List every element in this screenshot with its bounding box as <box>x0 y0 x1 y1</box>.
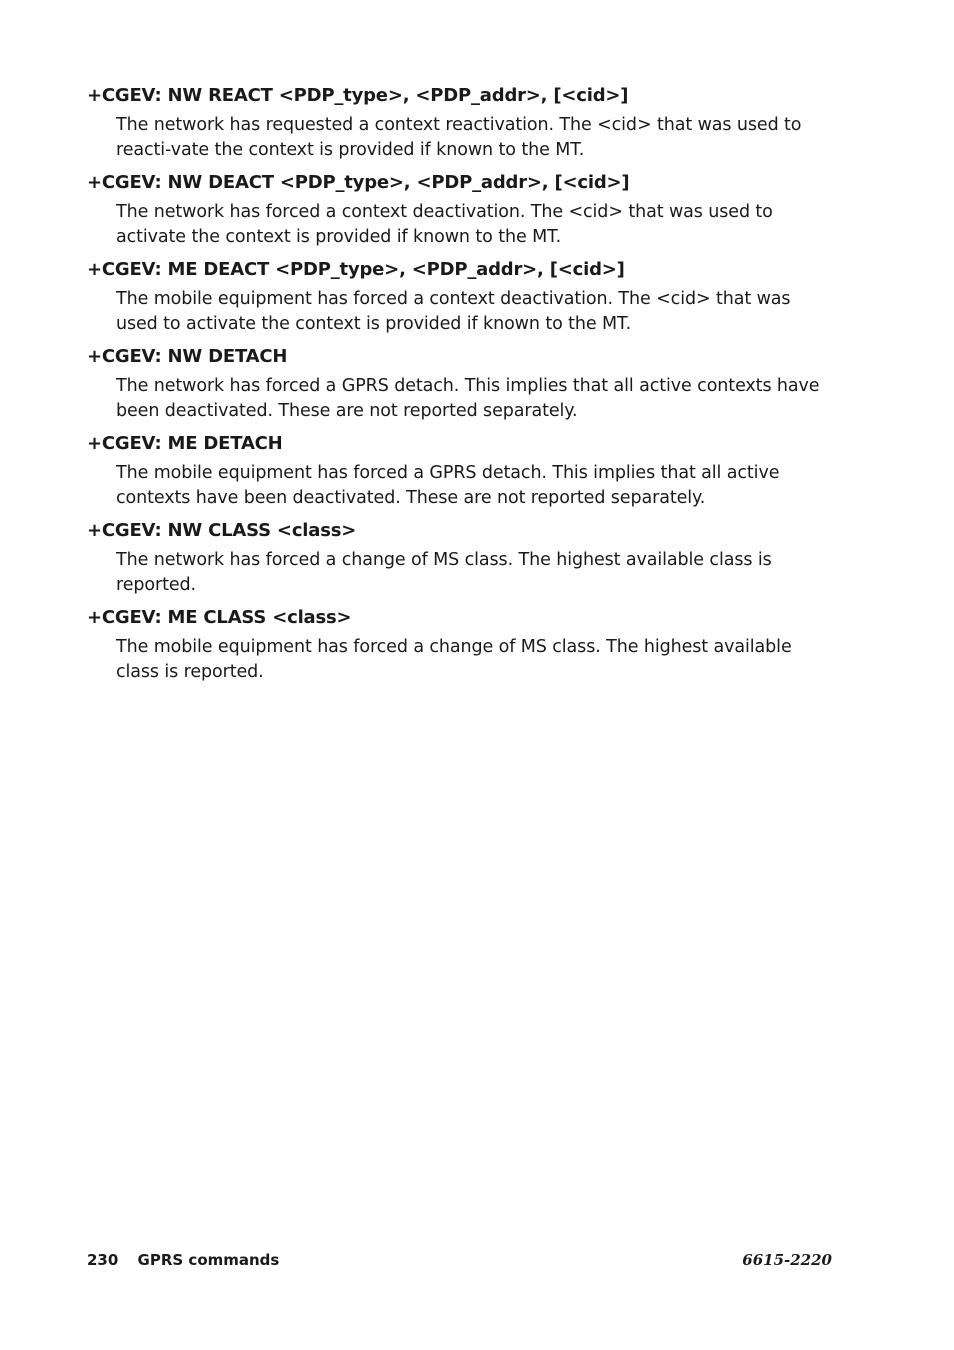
command-description: The mobile equipment has forced a GPRS detach. This implies that all active contexts have been deactivated. These are not reported separately. <box>116 463 780 508</box>
entry-me-detach <box>87 432 832 510</box>
entry-nw-class <box>87 519 832 597</box>
command-heading: +CGEV: NW DEACT <PDP_type>, <PDP_addr>, [<cid>] <box>87 172 630 193</box>
command-heading: +CGEV: NW DETACH <box>87 346 288 367</box>
entry-nw-deact <box>87 171 832 249</box>
entry-me-deact <box>87 258 832 336</box>
command-description: The network has forced a context deactivation. The <cid> that was used to activate the context is provided if known to the MT. <box>116 202 773 247</box>
command-heading: +CGEV: NW REACT <PDP_type>, <PDP_addr>, [<cid>] <box>87 85 629 106</box>
entry-nw-detach <box>87 345 832 423</box>
command-heading: +CGEV: NW CLASS <class> <box>87 520 357 541</box>
command-description: The network has forced a change of MS class. The highest available class is reported. <box>116 550 772 595</box>
command-description: The network has forced a GPRS detach. This implies that all active contexts have been deactivated. These are not reported separately. <box>116 376 820 421</box>
section-title: GPRS commands <box>137 1251 280 1269</box>
entry-nw-react <box>87 84 832 162</box>
document-body <box>87 84 832 693</box>
page-footer <box>87 1250 832 1270</box>
command-description: The network has requested a context reactivation. The <cid> that was used to reacti-vate the context is provided if known to the MT. <box>116 115 802 160</box>
command-heading: +CGEV: ME DETACH <box>87 433 283 454</box>
command-description: The mobile equipment has forced a change of MS class. The highest available class is reported. <box>116 637 792 682</box>
command-heading: +CGEV: ME DEACT <PDP_type>, <PDP_addr>, [<cid>] <box>87 259 625 280</box>
page-number: 230 <box>87 1251 119 1269</box>
entry-me-class <box>87 606 832 684</box>
document-id: 6615-2220 <box>742 1251 832 1269</box>
command-description: The mobile equipment has forced a context deactivation. The <cid> that was used to activate the context is provided if known to the MT. <box>116 289 791 334</box>
command-heading: +CGEV: ME CLASS <class> <box>87 607 352 628</box>
